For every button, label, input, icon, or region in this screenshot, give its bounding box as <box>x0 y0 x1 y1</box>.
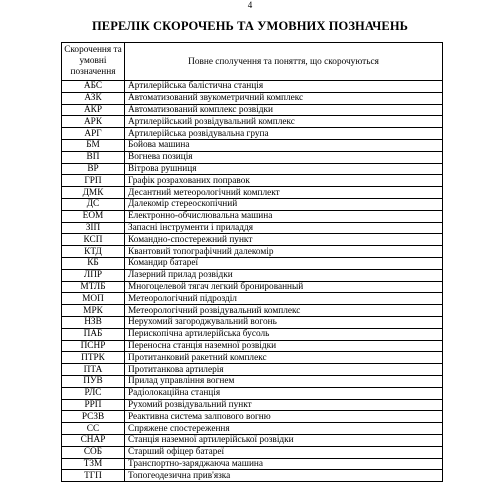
table-row <box>62 116 443 128</box>
abbreviation-cell: АРГ <box>62 128 125 140</box>
abbreviation-cell: КТД <box>62 246 125 258</box>
table-row <box>62 269 443 281</box>
abbreviation-cell: КБ <box>62 257 125 269</box>
full-term-cell: Бойова машина <box>125 139 443 151</box>
page-number: 4 <box>247 0 253 10</box>
abbreviation-cell: АКР <box>62 104 125 116</box>
table-header-row <box>62 43 443 81</box>
abbreviation-cell: БМ <box>62 139 125 151</box>
table-row <box>62 434 443 446</box>
abbreviation-cell: ВП <box>62 151 125 163</box>
abbreviation-cell: МРК <box>62 305 125 317</box>
table-row <box>62 446 443 458</box>
table-row <box>62 92 443 104</box>
abbreviation-cell: ТГП <box>62 470 125 482</box>
full-term-cell: Рухомий розвідувальний пункт <box>125 399 443 411</box>
column-header-abbreviation: Скорочення та умовні позначення <box>62 43 125 81</box>
abbreviation-cell: СОБ <box>62 446 125 458</box>
abbreviation-cell: ЕОМ <box>62 210 125 222</box>
full-term-cell: Метеорологічний підрозділ <box>125 293 443 305</box>
full-term-cell: Протитанкова артилерія <box>125 364 443 376</box>
table-row <box>62 187 443 199</box>
table-row <box>62 104 443 116</box>
table-row <box>62 399 443 411</box>
abbreviation-cell: ЗІП <box>62 222 125 234</box>
abbreviation-cell: АБС <box>62 81 125 93</box>
table-row <box>62 352 443 364</box>
full-term-cell: Радіолокаційна станція <box>125 387 443 399</box>
table-row <box>62 328 443 340</box>
abbreviation-cell: АРК <box>62 116 125 128</box>
abbreviation-cell: СС <box>62 423 125 435</box>
table-row <box>62 281 443 293</box>
table-row <box>62 470 443 482</box>
full-term-cell: Запасні інструменти і приладдя <box>125 222 443 234</box>
table-row <box>62 139 443 151</box>
full-term-cell: Автоматизований комплекс розвідки <box>125 104 443 116</box>
abbreviation-cell: ЛПР <box>62 269 125 281</box>
table-row <box>62 175 443 187</box>
table-row <box>62 423 443 435</box>
full-term-cell: Спряжене спостереження <box>125 423 443 435</box>
abbreviation-cell: МТЛБ <box>62 281 125 293</box>
table-row <box>62 340 443 352</box>
abbreviation-cell: ПСНР <box>62 340 125 352</box>
abbreviation-cell: СНАР <box>62 434 125 446</box>
abbreviation-cell: РРП <box>62 399 125 411</box>
full-term-cell: Старший офіцер батареї <box>125 446 443 458</box>
abbreviation-cell: НЗВ <box>62 316 125 328</box>
full-term-cell: Артилерійський розвідувальний комплекс <box>125 116 443 128</box>
table-row <box>62 222 443 234</box>
abbreviation-cell: КСП <box>62 234 125 246</box>
full-term-cell: Реактивна система залпового вогню <box>125 411 443 423</box>
table-row <box>62 246 443 258</box>
abbreviation-cell: ДС <box>62 198 125 210</box>
abbreviation-cell: ТЗМ <box>62 458 125 470</box>
full-term-cell: Графік розрахованих поправок <box>125 175 443 187</box>
full-term-cell: Станція наземної артилерійської розвідки <box>125 434 443 446</box>
column-header-full-term: Повне сполучення та поняття, що скорочуються <box>125 43 443 81</box>
full-term-cell: Транспортно-заряджаюча машина <box>125 458 443 470</box>
table-row <box>62 293 443 305</box>
abbreviation-cell: РСЗВ <box>62 411 125 423</box>
table-row <box>62 458 443 470</box>
full-term-cell: Командир батареї <box>125 257 443 269</box>
full-term-cell: Вітрова рушниця <box>125 163 443 175</box>
abbreviation-cell: ГРП <box>62 175 125 187</box>
full-term-cell: Вогнева позиція <box>125 151 443 163</box>
full-term-cell: Протитанковий ракетний комплекс <box>125 352 443 364</box>
full-term-cell: Метеорологічний розвідувальний комплекс <box>125 305 443 317</box>
table-row <box>62 163 443 175</box>
full-term-cell: Многоцелевой тягач легкий бронированный <box>125 281 443 293</box>
full-term-cell: Прилад управління вогнем <box>125 375 443 387</box>
abbreviation-cell: ПАБ <box>62 328 125 340</box>
full-term-cell: Лазерний прилад розвідки <box>125 269 443 281</box>
table-row <box>62 375 443 387</box>
table-row <box>62 234 443 246</box>
table-row <box>62 364 443 376</box>
table-row <box>62 411 443 423</box>
abbreviation-cell: РЛС <box>62 387 125 399</box>
abbreviation-cell: АЗК <box>62 92 125 104</box>
table-row <box>62 210 443 222</box>
full-term-cell: Артилерійська балістична станція <box>125 81 443 93</box>
full-term-cell: Перископічна артилерійська бусоль <box>125 328 443 340</box>
full-term-cell: Артилерійська розвідувальна група <box>125 128 443 140</box>
full-term-cell: Далекомір стереоскопічний <box>125 198 443 210</box>
table-row <box>62 257 443 269</box>
document-title: ПЕРЕЛІК СКОРОЧЕНЬ ТА УМОВНИХ ПОЗНАЧЕНЬ <box>91 19 409 33</box>
abbreviation-cell: ПТРК <box>62 352 125 364</box>
abbreviation-cell: ПУВ <box>62 375 125 387</box>
abbreviations-table <box>61 42 443 482</box>
abbreviation-cell: ПТА <box>62 364 125 376</box>
full-term-cell: Переносна станція наземної розвідки <box>125 340 443 352</box>
table-row <box>62 305 443 317</box>
full-term-cell: Топогеодезична прив'язка <box>125 470 443 482</box>
full-term-cell: Командно-спостережний пункт <box>125 234 443 246</box>
abbreviation-cell: ДМК <box>62 187 125 199</box>
full-term-cell: Автоматизований звукометричний комплекс <box>125 92 443 104</box>
table-row <box>62 387 443 399</box>
full-term-cell: Нерухомий загороджувальний вогонь <box>125 316 443 328</box>
table-row <box>62 81 443 93</box>
table-body <box>62 81 443 482</box>
table-row <box>62 151 443 163</box>
full-term-cell: Десантний метеорологічний комплект <box>125 187 443 199</box>
table-row <box>62 198 443 210</box>
full-term-cell: Електронно-обчислювальна машина <box>125 210 443 222</box>
table-row <box>62 316 443 328</box>
full-term-cell: Квантовий топографічний далекомір <box>125 246 443 258</box>
abbreviation-cell: ВР <box>62 163 125 175</box>
abbreviation-cell: МОП <box>62 293 125 305</box>
table-row <box>62 128 443 140</box>
